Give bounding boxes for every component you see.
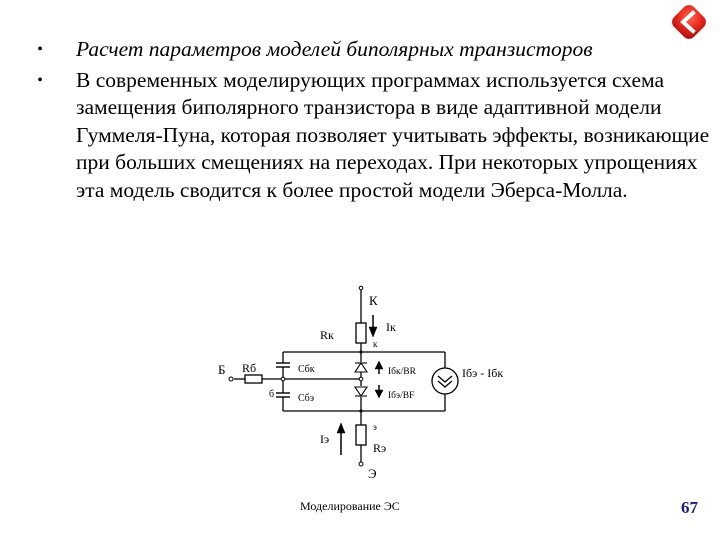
bullet-item-description bbox=[30, 67, 710, 205]
bullet-text: Расчет параметров моделей биполярных транзисторов bbox=[76, 37, 593, 61]
label-cap-be: Cбэ bbox=[298, 393, 315, 404]
footer-title: Моделирование ЭС bbox=[300, 499, 400, 513]
label-emitter-terminal: Э bbox=[368, 466, 377, 481]
label-cap-bc: Cбк bbox=[298, 364, 315, 375]
label-emitter-current: Iэ bbox=[320, 432, 330, 446]
back-button[interactable] bbox=[669, 2, 709, 42]
bullet-item-title bbox=[30, 36, 710, 64]
label-base-internal: б bbox=[269, 389, 275, 400]
bullet-dot: • bbox=[37, 71, 43, 89]
label-collector-internal: к bbox=[373, 339, 378, 349]
label-emitter-internal: э bbox=[373, 422, 377, 432]
page-number: 67 bbox=[681, 498, 698, 517]
label-diode-bc-current: Iбк/BR bbox=[388, 367, 416, 377]
label-base-resistor: Rб bbox=[242, 361, 257, 375]
label-collector-terminal: К bbox=[369, 293, 378, 308]
label-diode-be-current: Iбэ/BF bbox=[388, 391, 415, 401]
chevron-left-icon bbox=[669, 2, 709, 42]
bullet-text: В современных моделирующих программах используется схема замещения биполярного транзистора в виде адаптивной модели Гуммеля-Пуна, которая позволяет учитывать эффекты, возникающие при больших смещениях на переходах. При некоторых упрощениях эта модель сводится к более простой модели Эберса-Молла. bbox=[76, 67, 710, 202]
label-base-terminal: Б bbox=[218, 362, 226, 377]
label-collector-resistor: Rк bbox=[320, 328, 334, 342]
bullet-dot: • bbox=[37, 41, 43, 58]
label-emitter-resistor: Rэ bbox=[373, 441, 387, 455]
bullet-list bbox=[30, 36, 710, 204]
label-current-source: Iбэ - Iбк bbox=[462, 366, 504, 380]
label-collector-current: Iк bbox=[386, 320, 396, 334]
